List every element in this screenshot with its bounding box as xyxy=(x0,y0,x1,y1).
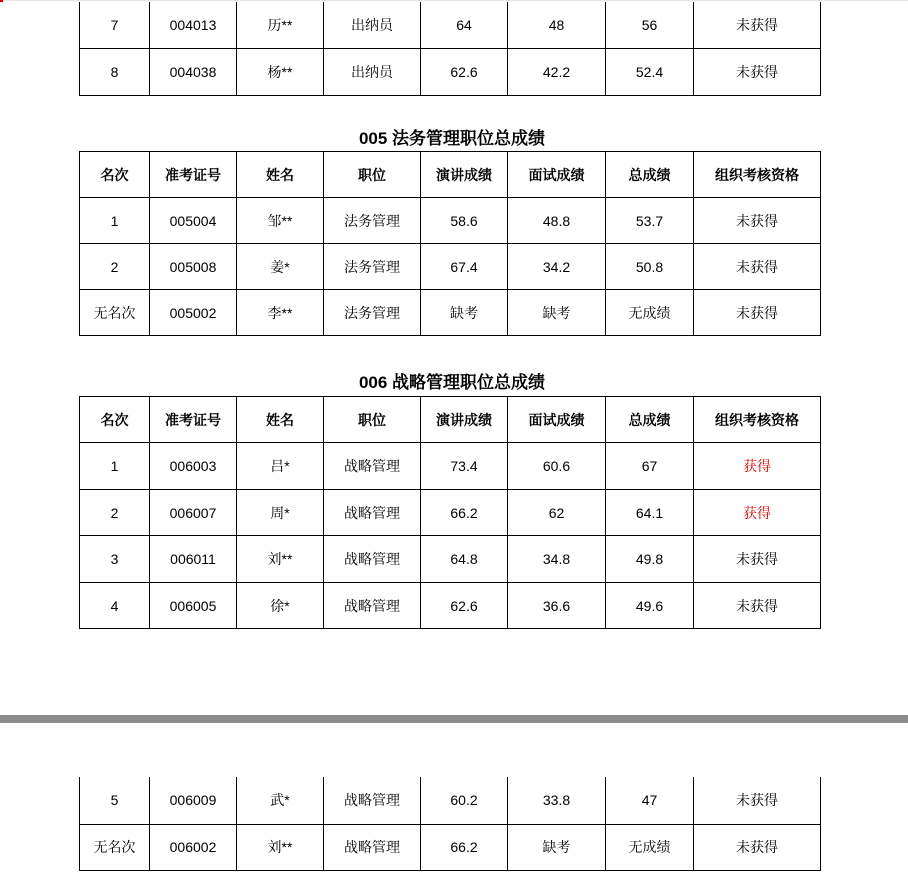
table-row xyxy=(80,290,821,336)
table-row xyxy=(80,48,821,95)
header-rank: 名次 xyxy=(80,152,150,198)
table-header-row xyxy=(80,152,821,198)
interview-score-cell: 34.2 xyxy=(508,244,606,290)
position-cell: 出纳员 xyxy=(324,2,421,48)
rank-cell: 1 xyxy=(80,443,150,490)
rank-cell: 2 xyxy=(80,244,150,290)
name-cell: 刘** xyxy=(237,536,324,583)
exam-id-cell: 006009 xyxy=(150,777,237,824)
qualification-cell: 未获得 xyxy=(694,777,821,824)
interview-score-cell: 36.6 xyxy=(508,583,606,629)
header-interview-score: 面试成绩 xyxy=(508,152,606,198)
speech-score-cell: 73.4 xyxy=(421,443,508,490)
qualification-cell: 未获得 xyxy=(694,198,821,244)
name-cell: 邹** xyxy=(237,198,324,244)
table-row xyxy=(80,198,821,244)
corner-mark xyxy=(0,0,3,2)
table-row xyxy=(80,777,821,824)
total-score-cell: 67 xyxy=(606,443,694,490)
table-row xyxy=(80,824,821,870)
header-position: 职位 xyxy=(324,397,421,443)
total-score-cell: 49.8 xyxy=(606,536,694,583)
exam-id-cell: 005004 xyxy=(150,198,237,244)
header-exam-id: 准考证号 xyxy=(150,152,237,198)
rank-cell: 8 xyxy=(80,48,150,95)
total-score-cell: 49.6 xyxy=(606,583,694,629)
interview-score-cell: 48.8 xyxy=(508,198,606,244)
qualification-cell: 获得 xyxy=(694,490,821,536)
table-row xyxy=(80,490,821,536)
exam-id-cell: 006002 xyxy=(150,824,237,870)
qualification-cell: 获得 xyxy=(694,443,821,490)
section-005-title: 005 法务管理职位总成绩 xyxy=(358,129,546,148)
exam-id-cell: 004013 xyxy=(150,2,237,48)
header-name: 姓名 xyxy=(237,152,324,198)
qualification-cell: 未获得 xyxy=(694,583,821,629)
position-cell: 战略管理 xyxy=(324,583,421,629)
page-top-edge xyxy=(0,0,908,1)
name-cell: 吕* xyxy=(237,443,324,490)
table-006 xyxy=(79,396,821,629)
exam-id-cell: 006005 xyxy=(150,583,237,629)
speech-score-cell: 66.2 xyxy=(421,490,508,536)
qualification-cell: 未获得 xyxy=(694,824,821,870)
table-row xyxy=(80,2,821,48)
name-cell: 李** xyxy=(237,290,324,336)
header-exam-id: 准考证号 xyxy=(150,397,237,443)
name-cell: 武* xyxy=(237,777,324,824)
name-cell: 周* xyxy=(237,490,324,536)
table-row xyxy=(80,443,821,490)
position-cell: 战略管理 xyxy=(324,536,421,583)
position-cell: 法务管理 xyxy=(324,198,421,244)
rank-cell: 7 xyxy=(80,2,150,48)
document-page-2 xyxy=(0,723,908,878)
name-cell: 姜* xyxy=(237,244,324,290)
exam-id-cell: 006007 xyxy=(150,490,237,536)
speech-score-cell: 67.4 xyxy=(421,244,508,290)
interview-score-cell: 48 xyxy=(508,2,606,48)
rank-cell: 4 xyxy=(80,583,150,629)
table-row xyxy=(80,583,821,629)
name-cell: 杨** xyxy=(237,48,324,95)
header-name: 姓名 xyxy=(237,397,324,443)
qualification-cell: 未获得 xyxy=(694,290,821,336)
exam-id-cell: 005002 xyxy=(150,290,237,336)
table-006-continued xyxy=(79,777,821,871)
interview-score-cell: 33.8 xyxy=(508,777,606,824)
table-row xyxy=(80,536,821,583)
interview-score-cell: 42.2 xyxy=(508,48,606,95)
header-qualification: 组织考核资格 xyxy=(694,152,821,198)
position-cell: 法务管理 xyxy=(324,290,421,336)
total-score-cell: 52.4 xyxy=(606,48,694,95)
position-cell: 法务管理 xyxy=(324,244,421,290)
name-cell: 历** xyxy=(237,2,324,48)
table-row xyxy=(80,244,821,290)
rank-cell: 无名次 xyxy=(80,824,150,870)
speech-score-cell: 58.6 xyxy=(421,198,508,244)
rank-cell: 3 xyxy=(80,536,150,583)
position-cell: 战略管理 xyxy=(324,490,421,536)
page-separator xyxy=(0,715,908,723)
table-005 xyxy=(79,151,821,336)
interview-score-cell: 60.6 xyxy=(508,443,606,490)
header-total-score: 总成绩 xyxy=(606,152,694,198)
qualification-cell: 未获得 xyxy=(694,48,821,95)
total-score-cell: 无成绩 xyxy=(606,290,694,336)
table-header-row xyxy=(80,397,821,443)
qualification-cell: 未获得 xyxy=(694,2,821,48)
rank-cell: 1 xyxy=(80,198,150,244)
header-position: 职位 xyxy=(324,152,421,198)
position-cell: 出纳员 xyxy=(324,48,421,95)
total-score-cell: 53.7 xyxy=(606,198,694,244)
position-cell: 战略管理 xyxy=(324,443,421,490)
total-score-cell: 47 xyxy=(606,777,694,824)
header-total-score: 总成绩 xyxy=(606,397,694,443)
total-score-cell: 50.8 xyxy=(606,244,694,290)
position-cell: 战略管理 xyxy=(324,777,421,824)
interview-score-cell: 缺考 xyxy=(508,290,606,336)
speech-score-cell: 62.6 xyxy=(421,48,508,95)
header-speech-score: 演讲成绩 xyxy=(421,152,508,198)
table-004-tail xyxy=(79,2,821,96)
speech-score-cell: 62.6 xyxy=(421,583,508,629)
exam-id-cell: 004038 xyxy=(150,48,237,95)
header-interview-score: 面试成绩 xyxy=(508,397,606,443)
exam-id-cell: 006011 xyxy=(150,536,237,583)
position-cell: 战略管理 xyxy=(324,824,421,870)
total-score-cell: 64.1 xyxy=(606,490,694,536)
speech-score-cell: 64 xyxy=(421,2,508,48)
interview-score-cell: 62 xyxy=(508,490,606,536)
interview-score-cell: 缺考 xyxy=(508,824,606,870)
total-score-cell: 56 xyxy=(606,2,694,48)
rank-cell: 无名次 xyxy=(80,290,150,336)
speech-score-cell: 64.8 xyxy=(421,536,508,583)
speech-score-cell: 60.2 xyxy=(421,777,508,824)
header-rank: 名次 xyxy=(80,397,150,443)
header-qualification: 组织考核资格 xyxy=(694,397,821,443)
speech-score-cell: 缺考 xyxy=(421,290,508,336)
speech-score-cell: 66.2 xyxy=(421,824,508,870)
qualification-cell: 未获得 xyxy=(694,244,821,290)
exam-id-cell: 005008 xyxy=(150,244,237,290)
qualification-cell: 未获得 xyxy=(694,536,821,583)
name-cell: 刘** xyxy=(237,824,324,870)
section-006-title: 006 战略管理职位总成绩 xyxy=(358,373,546,392)
header-speech-score: 演讲成绩 xyxy=(421,397,508,443)
exam-id-cell: 006003 xyxy=(150,443,237,490)
interview-score-cell: 34.8 xyxy=(508,536,606,583)
total-score-cell: 无成绩 xyxy=(606,824,694,870)
name-cell: 徐* xyxy=(237,583,324,629)
rank-cell: 2 xyxy=(80,490,150,536)
rank-cell: 5 xyxy=(80,777,150,824)
